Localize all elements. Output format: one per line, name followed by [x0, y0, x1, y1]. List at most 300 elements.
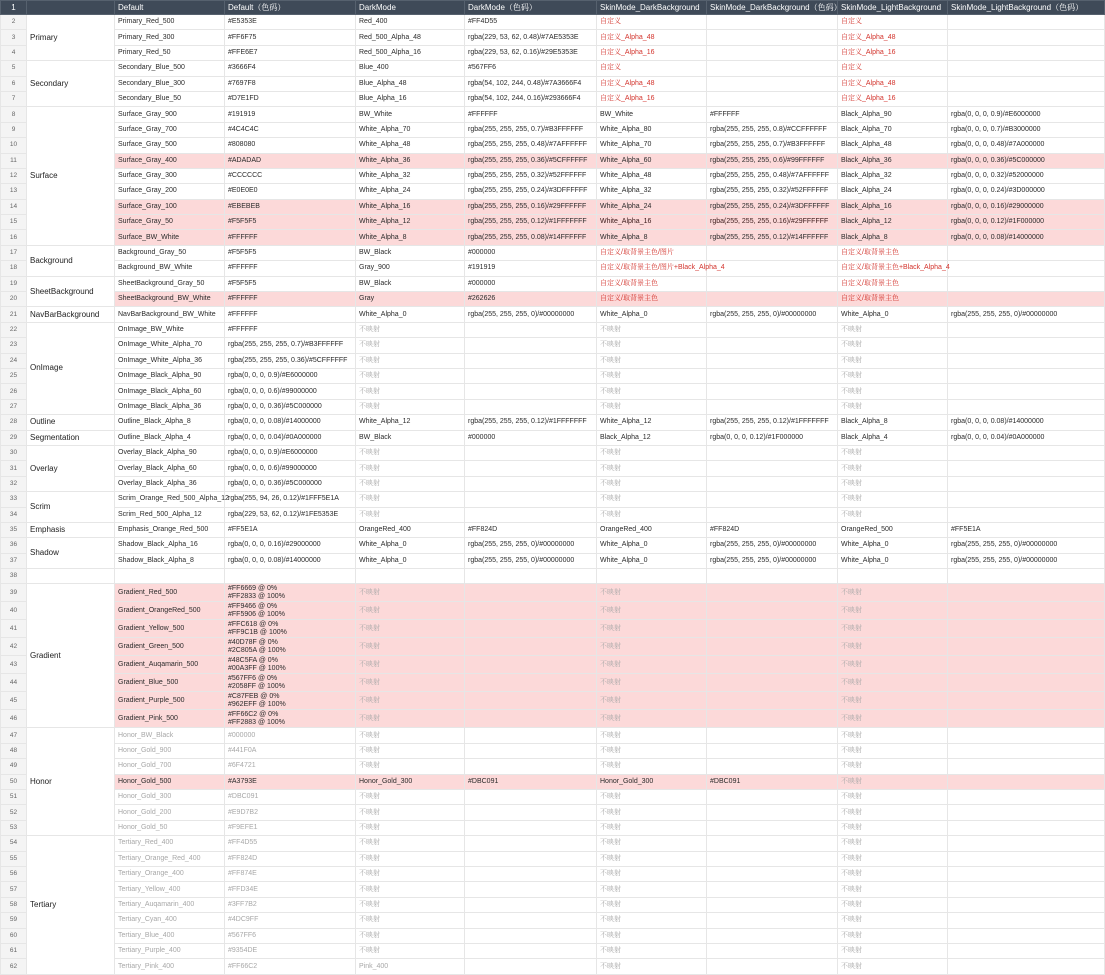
skin-light-token-cell[interactable]: 不映射	[838, 399, 948, 414]
row-number[interactable]: 58	[1, 897, 27, 912]
skin-light-token-cell[interactable]: Black_Alpha_16	[838, 199, 948, 214]
default-color-cell[interactable]: #FF66C2	[225, 959, 356, 974]
skin-dark-color-cell[interactable]	[707, 461, 838, 476]
header-cell[interactable]: Default	[115, 1, 225, 15]
row-number[interactable]: 30	[1, 445, 27, 460]
skin-dark-token-cell[interactable]: Honor_Gold_300	[597, 774, 707, 789]
skin-light-token-cell[interactable]: 自定义/取背景主色	[838, 276, 948, 291]
skin-light-token-cell[interactable]: 不映射	[838, 851, 948, 866]
token-name-cell[interactable]: Primary_Red_50	[115, 45, 225, 60]
token-name-cell[interactable]: Surface_Gray_500	[115, 138, 225, 153]
row-number[interactable]: 42	[1, 638, 27, 656]
dark-token-cell[interactable]	[356, 569, 465, 584]
dark-color-cell[interactable]	[465, 790, 597, 805]
skin-dark-color-cell[interactable]: rgba(0, 0, 0, 0.12)/#1F000000	[707, 430, 838, 445]
mapping-cell[interactable]: 不映射	[838, 710, 948, 728]
dark-color-cell[interactable]	[465, 959, 597, 974]
dark-token-cell[interactable]: Gray_900	[356, 261, 465, 276]
row-number[interactable]: 35	[1, 522, 27, 537]
token-name-cell[interactable]: Secondary_Blue_50	[115, 91, 225, 106]
skin-light-token-cell[interactable]: 自定义_Alpha_48	[838, 76, 948, 91]
mapping-cell[interactable]	[707, 620, 838, 638]
row-number[interactable]: 44	[1, 674, 27, 692]
skin-dark-token-cell[interactable]: 不映射	[597, 322, 707, 337]
skin-dark-color-cell[interactable]	[707, 338, 838, 353]
token-name-cell[interactable]: Tertiary_Red_400	[115, 836, 225, 851]
skin-dark-color-cell[interactable]	[707, 820, 838, 835]
row-number[interactable]: 62	[1, 959, 27, 974]
default-color-cell[interactable]: #D7E1FD	[225, 91, 356, 106]
token-name-cell[interactable]: OnImage_White_Alpha_70	[115, 338, 225, 353]
dark-color-cell[interactable]	[465, 897, 597, 912]
token-name-cell[interactable]: Honor_BW_Black	[115, 728, 225, 743]
skin-dark-color-cell[interactable]: rgba(255, 255, 255, 0.7)/#B3FFFFFF	[707, 138, 838, 153]
skin-dark-color-cell[interactable]	[707, 45, 838, 60]
token-name-cell[interactable]: Secondary_Blue_300	[115, 76, 225, 91]
skin-light-token-cell[interactable]: 不映射	[838, 353, 948, 368]
skin-dark-token-cell[interactable]: 不映射	[597, 368, 707, 383]
skin-dark-color-cell[interactable]	[707, 292, 838, 307]
default-color-cell[interactable]: #F5F5F5	[225, 276, 356, 291]
mapping-cell[interactable]: 不映射	[597, 674, 707, 692]
dark-color-cell[interactable]: #000000	[465, 276, 597, 291]
mapping-cell[interactable]: 不映射	[597, 638, 707, 656]
dark-token-cell[interactable]: White_Alpha_16	[356, 199, 465, 214]
row-number[interactable]: 20	[1, 292, 27, 307]
dark-color-cell[interactable]: rgba(229, 53, 62, 0.48)/#7AE5353E	[465, 30, 597, 45]
token-name-cell[interactable]: Honor_Gold_700	[115, 759, 225, 774]
token-name-cell[interactable]: Gradient_Pink_500	[115, 710, 225, 728]
dark-token-cell[interactable]: 不映射	[356, 507, 465, 522]
skin-light-token-cell[interactable]: 自定义/取背景主色	[838, 292, 948, 307]
skin-dark-color-cell[interactable]: rgba(255, 255, 255, 0.32)/#52FFFFFF	[707, 184, 838, 199]
skin-dark-token-cell[interactable]: White_Alpha_32	[597, 184, 707, 199]
skin-dark-color-cell[interactable]: rgba(255, 255, 255, 0)/#00000000	[707, 538, 838, 553]
skin-dark-color-cell[interactable]: rgba(255, 255, 255, 0.16)/#29FFFFFF	[707, 215, 838, 230]
header-cell[interactable]: SkinMode_LightBackground（色码）	[948, 1, 1105, 15]
token-name-cell[interactable]: Primary_Red_300	[115, 30, 225, 45]
mapping-cell[interactable]: 不映射	[356, 692, 465, 710]
group-label[interactable]: OnImage	[27, 322, 115, 414]
skin-dark-token-cell[interactable]: 不映射	[597, 820, 707, 835]
skin-dark-token-cell[interactable]: 不映射	[597, 805, 707, 820]
dark-color-cell[interactable]	[465, 928, 597, 943]
skin-dark-token-cell[interactable]: White_Alpha_12	[597, 415, 707, 430]
dark-color-cell[interactable]	[465, 866, 597, 881]
skin-dark-color-cell[interactable]	[707, 897, 838, 912]
header-cell[interactable]: SkinMode_LightBackground	[838, 1, 948, 15]
skin-light-token-cell[interactable]: 不映射	[838, 338, 948, 353]
skin-dark-color-cell[interactable]	[707, 882, 838, 897]
header-cell[interactable]: SkinMode_DarkBackground	[597, 1, 707, 15]
row-number[interactable]: 43	[1, 656, 27, 674]
token-name-cell[interactable]: Gradient_Purple_500	[115, 692, 225, 710]
skin-light-color-cell[interactable]	[948, 836, 1105, 851]
default-color-cell[interactable]: #E5353E	[225, 15, 356, 30]
skin-dark-token-cell[interactable]: 自定义	[597, 15, 707, 30]
token-name-cell[interactable]: Tertiary_Auqamarin_400	[115, 897, 225, 912]
mapping-cell[interactable]: 不映射	[356, 674, 465, 692]
skin-light-color-cell[interactable]: rgba(255, 255, 255, 0)/#00000000	[948, 538, 1105, 553]
dark-color-cell[interactable]: rgba(54, 102, 244, 0.48)/#7A3666F4	[465, 76, 597, 91]
mapping-cell[interactable]	[948, 710, 1105, 728]
token-name-cell[interactable]: Tertiary_Orange_Red_400	[115, 851, 225, 866]
skin-light-token-cell[interactable]: 不映射	[838, 476, 948, 491]
default-color-cell[interactable]: #FF5E1A	[225, 522, 356, 537]
skin-light-token-cell[interactable]: Black_Alpha_8	[838, 415, 948, 430]
dark-color-cell[interactable]	[465, 476, 597, 491]
skin-dark-color-cell[interactable]	[707, 928, 838, 943]
dark-token-cell[interactable]: White_Alpha_70	[356, 122, 465, 137]
mapping-cell[interactable]	[707, 584, 838, 602]
skin-dark-color-cell[interactable]	[707, 368, 838, 383]
default-color-cell[interactable]: rgba(0, 0, 0, 0.08)/#14000000	[225, 415, 356, 430]
skin-light-token-cell[interactable]: Black_Alpha_8	[838, 230, 948, 245]
skin-dark-token-cell[interactable]: White_Alpha_0	[597, 553, 707, 568]
row-number[interactable]: 25	[1, 368, 27, 383]
default-color-cell[interactable]	[225, 569, 356, 584]
token-name-cell[interactable]: Surface_Gray_50	[115, 215, 225, 230]
dark-color-cell[interactable]	[465, 882, 597, 897]
skin-light-token-cell[interactable]: 不映射	[838, 384, 948, 399]
dark-color-cell[interactable]	[465, 384, 597, 399]
skin-dark-token-cell[interactable]: White_Alpha_48	[597, 168, 707, 183]
group-label[interactable]: Emphasis	[27, 522, 115, 537]
dark-color-cell[interactable]: #DBC091	[465, 774, 597, 789]
default-color-cell[interactable]: #CCCCCC	[225, 168, 356, 183]
dark-token-cell[interactable]: 不映射	[356, 743, 465, 758]
skin-dark-token-cell[interactable]: White_Alpha_60	[597, 153, 707, 168]
dark-token-cell[interactable]: White_Alpha_0	[356, 553, 465, 568]
skin-light-color-cell[interactable]	[948, 338, 1105, 353]
skin-light-color-cell[interactable]: rgba(255, 255, 255, 0)/#00000000	[948, 307, 1105, 322]
skin-dark-token-cell[interactable]: 不映射	[597, 507, 707, 522]
skin-light-color-cell[interactable]	[948, 445, 1105, 460]
mapping-cell[interactable]	[948, 638, 1105, 656]
mapping-cell[interactable]	[707, 602, 838, 620]
header-cell-group[interactable]	[27, 1, 115, 15]
skin-dark-color-cell[interactable]	[707, 851, 838, 866]
skin-light-token-cell[interactable]: 不映射	[838, 913, 948, 928]
dark-color-cell[interactable]: rgba(255, 255, 255, 0)/#00000000	[465, 307, 597, 322]
skin-light-color-cell[interactable]	[948, 790, 1105, 805]
token-name-cell[interactable]: Surface_Gray_100	[115, 199, 225, 214]
mapping-cell[interactable]	[465, 656, 597, 674]
default-color-cell[interactable]: #FF6F75	[225, 30, 356, 45]
skin-dark-color-cell[interactable]	[707, 759, 838, 774]
row-number[interactable]: 61	[1, 943, 27, 958]
skin-light-color-cell[interactable]: rgba(0, 0, 0, 0.7)/#B3000000	[948, 122, 1105, 137]
skin-light-color-cell[interactable]	[948, 30, 1105, 45]
dark-color-cell[interactable]: #262626	[465, 292, 597, 307]
skin-light-color-cell[interactable]	[948, 399, 1105, 414]
skin-dark-color-cell[interactable]	[707, 943, 838, 958]
skin-light-color-cell[interactable]	[948, 959, 1105, 974]
dark-token-cell[interactable]: 不映射	[356, 943, 465, 958]
skin-light-color-cell[interactable]	[948, 76, 1105, 91]
default-color-cell[interactable]: #A3793E	[225, 774, 356, 789]
skin-light-token-cell[interactable]: 不映射	[838, 743, 948, 758]
token-name-cell[interactable]: Surface_Gray_900	[115, 107, 225, 122]
skin-dark-token-cell[interactable]: 自定义_Alpha_16	[597, 91, 707, 106]
dark-color-cell[interactable]	[465, 820, 597, 835]
default-color-cell[interactable]: rgba(0, 0, 0, 0.9)/#E6000000	[225, 445, 356, 460]
token-name-cell[interactable]: Overlay_Black_Alpha_90	[115, 445, 225, 460]
skin-dark-token-cell[interactable]: 不映射	[597, 476, 707, 491]
mapping-cell[interactable]: 不映射	[356, 710, 465, 728]
mapping-cell[interactable]: 不映射	[356, 620, 465, 638]
group-label[interactable]: Scrim	[27, 492, 115, 523]
dark-color-cell[interactable]: #FFFFFF	[465, 107, 597, 122]
group-label[interactable]: Overlay	[27, 445, 115, 491]
token-name-cell[interactable]: Surface_Gray_400	[115, 153, 225, 168]
default-color-cell[interactable]: #808080	[225, 138, 356, 153]
skin-dark-token-cell[interactable]: White_Alpha_0	[597, 538, 707, 553]
skin-dark-color-cell[interactable]	[707, 322, 838, 337]
skin-light-color-cell[interactable]	[948, 728, 1105, 743]
skin-dark-token-cell[interactable]: 不映射	[597, 851, 707, 866]
dark-color-cell[interactable]: #FF4D55	[465, 15, 597, 30]
token-name-cell[interactable]: Honor_Gold_900	[115, 743, 225, 758]
skin-light-token-cell[interactable]: 不映射	[838, 959, 948, 974]
row-number[interactable]: 21	[1, 307, 27, 322]
dark-color-cell[interactable]: rgba(255, 255, 255, 0)/#00000000	[465, 538, 597, 553]
token-name-cell[interactable]: Surface_Gray_700	[115, 122, 225, 137]
skin-light-color-cell[interactable]	[948, 882, 1105, 897]
skin-light-token-cell[interactable]: 不映射	[838, 790, 948, 805]
row-number[interactable]: 8	[1, 107, 27, 122]
default-color-cell[interactable]: rgba(0, 0, 0, 0.08)/#14000000	[225, 553, 356, 568]
token-name-cell[interactable]: Tertiary_Pink_400	[115, 959, 225, 974]
token-name-cell[interactable]: Surface_Gray_300	[115, 168, 225, 183]
skin-light-token-cell[interactable]: 不映射	[838, 928, 948, 943]
default-color-cell[interactable]: #7697F8	[225, 76, 356, 91]
dark-token-cell[interactable]: 不映射	[356, 897, 465, 912]
skin-light-color-cell[interactable]	[948, 476, 1105, 491]
skin-light-token-cell[interactable]: Black_Alpha_36	[838, 153, 948, 168]
mapping-cell[interactable]: 不映射	[838, 620, 948, 638]
mapping-cell[interactable]	[465, 620, 597, 638]
skin-light-color-cell[interactable]	[948, 276, 1105, 291]
default-color-cell[interactable]: #FFFFFF	[225, 292, 356, 307]
token-name-cell[interactable]: Tertiary_Orange_400	[115, 866, 225, 881]
default-color-cell[interactable]: #E0E0E0	[225, 184, 356, 199]
skin-light-color-cell[interactable]	[948, 292, 1105, 307]
skin-dark-color-cell[interactable]	[707, 743, 838, 758]
mapping-cell[interactable]: 不映射	[838, 638, 948, 656]
skin-dark-token-cell[interactable]: 不映射	[597, 790, 707, 805]
row-number[interactable]: 60	[1, 928, 27, 943]
dark-color-cell[interactable]	[465, 943, 597, 958]
skin-dark-token-cell[interactable]: 不映射	[597, 897, 707, 912]
dark-token-cell[interactable]: BW_Black	[356, 430, 465, 445]
skin-light-token-cell[interactable]: Black_Alpha_24	[838, 184, 948, 199]
skin-dark-color-cell[interactable]	[707, 76, 838, 91]
dark-token-cell[interactable]: 不映射	[356, 928, 465, 943]
skin-dark-color-cell[interactable]	[707, 790, 838, 805]
dark-token-cell[interactable]: 不映射	[356, 913, 465, 928]
dark-color-cell[interactable]	[465, 461, 597, 476]
default-color-cell[interactable]: #000000	[225, 728, 356, 743]
default-color-cell[interactable]: #4DC9FF	[225, 913, 356, 928]
default-color-cell[interactable]: #FFE6E7	[225, 45, 356, 60]
row-number[interactable]: 22	[1, 322, 27, 337]
dark-token-cell[interactable]: 不映射	[356, 476, 465, 491]
skin-dark-color-cell[interactable]: #FFFFFF	[707, 107, 838, 122]
skin-dark-color-cell[interactable]	[707, 959, 838, 974]
skin-light-token-cell[interactable]: 不映射	[838, 492, 948, 507]
default-color-cell[interactable]: #FF4D55	[225, 836, 356, 851]
dark-token-cell[interactable]: 不映射	[356, 461, 465, 476]
skin-dark-token-cell[interactable]: White_Alpha_70	[597, 138, 707, 153]
dark-color-cell[interactable]	[465, 507, 597, 522]
skin-light-color-cell[interactable]	[948, 322, 1105, 337]
dark-color-cell[interactable]: #191919	[465, 261, 597, 276]
skin-dark-color-cell[interactable]: rgba(255, 255, 255, 0.24)/#3DFFFFFF	[707, 199, 838, 214]
default-color-cell[interactable]: #3666F4	[225, 61, 356, 76]
row-number[interactable]: 19	[1, 276, 27, 291]
default-color-cell[interactable]: #9354DE	[225, 943, 356, 958]
skin-dark-color-cell[interactable]	[707, 276, 838, 291]
skin-light-token-cell[interactable]: 不映射	[838, 728, 948, 743]
mapping-cell[interactable]	[465, 638, 597, 656]
token-name-cell[interactable]: Honor_Gold_200	[115, 805, 225, 820]
skin-dark-token-cell[interactable]: 不映射	[597, 384, 707, 399]
row-number[interactable]: 52	[1, 805, 27, 820]
mapping-cell[interactable]	[465, 674, 597, 692]
skin-light-token-cell[interactable]: 不映射	[838, 507, 948, 522]
default-color-cell[interactable]: #FFFFFF	[225, 261, 356, 276]
dark-token-cell[interactable]: 不映射	[356, 820, 465, 835]
mapping-cell[interactable]: 不映射	[597, 692, 707, 710]
skin-dark-color-cell[interactable]: #DBC091	[707, 774, 838, 789]
row-number[interactable]: 45	[1, 692, 27, 710]
skin-dark-token-cell[interactable]: 自定义/取背景主色	[597, 276, 707, 291]
row-number[interactable]: 47	[1, 728, 27, 743]
header-cell[interactable]: DarkMode	[356, 1, 465, 15]
mapping-cell[interactable]: 不映射	[838, 656, 948, 674]
dark-token-cell[interactable]: 不映射	[356, 492, 465, 507]
dark-token-cell[interactable]: 不映射	[356, 882, 465, 897]
mapping-cell[interactable]: 不映射	[597, 710, 707, 728]
row-number[interactable]: 2	[1, 15, 27, 30]
skin-dark-token-cell[interactable]	[597, 569, 707, 584]
skin-light-color-cell[interactable]: rgba(0, 0, 0, 0.24)/#3D000000	[948, 184, 1105, 199]
mapping-cell[interactable]: 不映射	[356, 638, 465, 656]
default-color-cell[interactable]: #F5F5F5	[225, 215, 356, 230]
dark-token-cell[interactable]: White_Alpha_8	[356, 230, 465, 245]
row-number[interactable]: 1	[1, 1, 27, 15]
dark-token-cell[interactable]: 不映射	[356, 445, 465, 460]
skin-dark-token-cell[interactable]: 自定义_Alpha_48	[597, 30, 707, 45]
skin-light-token-cell[interactable]: White_Alpha_0	[838, 538, 948, 553]
row-number[interactable]: 4	[1, 45, 27, 60]
mapping-cell[interactable]	[707, 710, 838, 728]
skin-light-color-cell[interactable]	[948, 384, 1105, 399]
skin-dark-token-cell[interactable]: 不映射	[597, 759, 707, 774]
skin-dark-token-cell[interactable]: 不映射	[597, 743, 707, 758]
default-color-cell[interactable]: #567FF6	[225, 928, 356, 943]
default-color-cell[interactable]: rgba(0, 0, 0, 0.04)/#0A000000	[225, 430, 356, 445]
dark-token-cell[interactable]: OrangeRed_400	[356, 522, 465, 537]
dark-token-cell[interactable]: 不映射	[356, 790, 465, 805]
token-name-cell[interactable]: Shadow_Black_Alpha_8	[115, 553, 225, 568]
skin-light-color-cell[interactable]	[948, 61, 1105, 76]
skin-light-color-cell[interactable]	[948, 245, 1105, 260]
skin-light-token-cell[interactable]: 不映射	[838, 820, 948, 835]
row-number[interactable]: 23	[1, 338, 27, 353]
default-color-cell[interactable]: #191919	[225, 107, 356, 122]
row-number[interactable]: 33	[1, 492, 27, 507]
skin-light-color-cell[interactable]	[948, 820, 1105, 835]
gradient-stops-cell[interactable]	[225, 620, 356, 638]
dark-token-cell[interactable]: Blue_400	[356, 61, 465, 76]
row-number[interactable]: 16	[1, 230, 27, 245]
dark-color-cell[interactable]: rgba(229, 53, 62, 0.16)/#29E5353E	[465, 45, 597, 60]
mapping-cell[interactable]	[707, 656, 838, 674]
default-color-cell[interactable]: #ADADAD	[225, 153, 356, 168]
token-name-cell[interactable]: Gradient_Auqamarin_500	[115, 656, 225, 674]
skin-dark-token-cell[interactable]: 不映射	[597, 943, 707, 958]
skin-light-color-cell[interactable]	[948, 897, 1105, 912]
gradient-stops-cell[interactable]	[225, 584, 356, 602]
skin-dark-color-cell[interactable]	[707, 15, 838, 30]
dark-color-cell[interactable]: #567FF6	[465, 61, 597, 76]
skin-light-token-cell[interactable]: White_Alpha_0	[838, 307, 948, 322]
skin-light-token-cell[interactable]	[838, 569, 948, 584]
skin-light-color-cell[interactable]: rgba(0, 0, 0, 0.08)/#14000000	[948, 415, 1105, 430]
row-number[interactable]: 10	[1, 138, 27, 153]
skin-dark-token-cell[interactable]: 不映射	[597, 866, 707, 881]
skin-light-color-cell[interactable]	[948, 368, 1105, 383]
token-name-cell[interactable]: Honor_Gold_50	[115, 820, 225, 835]
row-number[interactable]: 49	[1, 759, 27, 774]
skin-light-token-cell[interactable]: 不映射	[838, 759, 948, 774]
dark-color-cell[interactable]	[465, 913, 597, 928]
dark-color-cell[interactable]	[465, 851, 597, 866]
dark-token-cell[interactable]: White_Alpha_32	[356, 168, 465, 183]
skin-dark-color-cell[interactable]	[707, 836, 838, 851]
row-number[interactable]: 15	[1, 215, 27, 230]
row-number[interactable]: 28	[1, 415, 27, 430]
skin-dark-token-cell[interactable]: 自定义_Alpha_48	[597, 76, 707, 91]
dark-token-cell[interactable]: White_Alpha_12	[356, 215, 465, 230]
dark-color-cell[interactable]: #FF824D	[465, 522, 597, 537]
default-color-cell[interactable]: #E9D7B2	[225, 805, 356, 820]
default-color-cell[interactable]: #EBEBEB	[225, 199, 356, 214]
token-name-cell[interactable]: SheetBackground_Gray_50	[115, 276, 225, 291]
skin-light-color-cell[interactable]	[948, 743, 1105, 758]
gradient-stops-cell[interactable]	[225, 710, 356, 728]
skin-light-token-cell[interactable]: 不映射	[838, 866, 948, 881]
dark-color-cell[interactable]: rgba(255, 255, 255, 0.24)/#3DFFFFFF	[465, 184, 597, 199]
token-name-cell[interactable]: SheetBackground_BW_White	[115, 292, 225, 307]
skin-dark-token-cell[interactable]: 不映射	[597, 338, 707, 353]
token-name-cell[interactable]: Background_Gray_50	[115, 245, 225, 260]
skin-light-token-cell[interactable]: 自定义/取背景主色+Black_Alpha_4	[838, 261, 948, 276]
skin-dark-token-cell[interactable]: 自定义/取背景主色/图片+Black_Alpha_4	[597, 261, 707, 276]
skin-dark-token-cell[interactable]: 不映射	[597, 959, 707, 974]
skin-light-color-cell[interactable]: #FF5E1A	[948, 522, 1105, 537]
gradient-stops-cell[interactable]	[225, 656, 356, 674]
skin-light-token-cell[interactable]: 不映射	[838, 322, 948, 337]
row-number[interactable]: 51	[1, 790, 27, 805]
row-number[interactable]: 31	[1, 461, 27, 476]
mapping-cell[interactable]	[707, 692, 838, 710]
row-number[interactable]: 32	[1, 476, 27, 491]
row-number[interactable]: 34	[1, 507, 27, 522]
skin-light-token-cell[interactable]: 不映射	[838, 774, 948, 789]
